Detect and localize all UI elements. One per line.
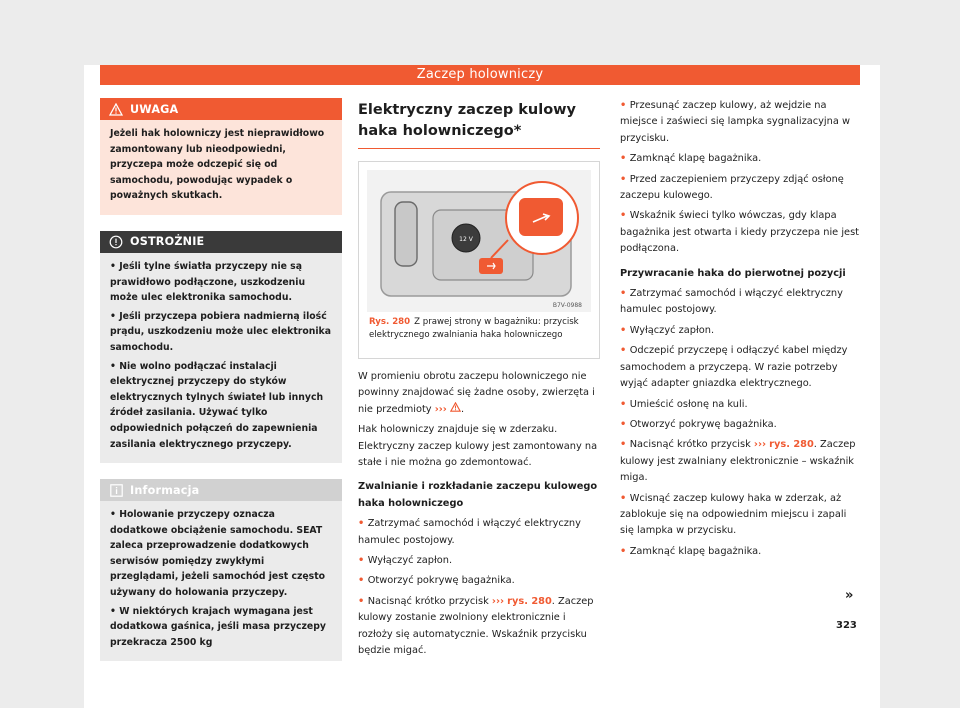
info-box — [100, 479, 342, 661]
caution-header — [100, 231, 342, 253]
page-number: 323 — [836, 620, 857, 631]
release-continued — [620, 98, 862, 258]
release-item: • Otworzyć pokrywę bagażnika. — [358, 573, 600, 589]
return-item: • Wyłączyć zapłon. — [620, 323, 862, 339]
figure-ref: Rys. 280 — [369, 317, 411, 327]
warning-triangle-icon — [108, 101, 124, 117]
continued-marker: » — [845, 588, 854, 603]
info-item: • W niektórych krajach wymagana jest dodatkowa gaśnica, jeśli masa przyczepy przekracza 2500 kg — [110, 604, 332, 651]
figure-caption-text: Z prawej strony w bagażniku: przycisk elektrycznego zwalniania haka holowniczego — [369, 317, 579, 340]
caution-item: • Jeśli tylne światła przyczepy nie są prawidłowo podłączone, uszkodzeniu może ulec elektronika samochodu. — [110, 259, 332, 306]
exclamation-circle-icon — [108, 234, 124, 250]
intro-p1: W promieniu obrotu zaczepu holowniczego nie powinny znajdować się żadne osoby, zwierzęta i nie przedmioty — [358, 371, 595, 415]
release-item: • Zatrzymać samochód i włączyć elektryczny hamulec postojowy. — [358, 516, 600, 549]
column-right — [620, 98, 862, 564]
info-header — [100, 479, 342, 501]
label-12v: 12 V — [459, 236, 473, 243]
return-title: Przywracanie haka do pierwotnej pozycji — [620, 267, 846, 279]
intro-arrows: ››› — [434, 403, 447, 415]
warning-ref-icon — [450, 404, 461, 415]
warning-header — [100, 98, 342, 120]
caution-title: OSTROŻNIE — [130, 235, 205, 249]
warning-title: UWAGA — [130, 102, 179, 116]
warning-box — [100, 98, 342, 215]
column-left — [100, 98, 342, 677]
info-title: Informacja — [130, 483, 200, 497]
release-item: • Wskaźnik świeci tylko wówczas, gdy klapa bagażnika jest otwarta i kiedy przyczepa nie jest podłączona. — [620, 208, 862, 257]
section-title: Elektryczny zaczep kulowy haka holowniczego* — [358, 100, 600, 149]
release-item-press: • Nacisnąć krótko przycisk ››› rys. 280. Zaczep kulowy zostanie zwolniony elektronicznie i rozłoży się automatycznie. Wskaźnik przycisku będzie migać. — [358, 594, 600, 660]
return-list — [620, 286, 862, 560]
fig-link[interactable]: rys. 280 — [769, 439, 814, 451]
return-item: • Umieścić osłonę na kuli. — [620, 397, 862, 413]
release-item: • Zamknąć klapę bagażnika. — [620, 151, 862, 167]
release-item: • Wyłączyć zapłon. — [358, 553, 600, 569]
return-item: • Otworzyć pokrywę bagażnika. — [620, 417, 862, 433]
return-item: • Zamknąć klapę bagażnika. — [620, 544, 862, 560]
caution-item: • Jeśli przyczepa pobiera nadmierną ilość prądu, uszkodzeniu może ulec elektronika samochodu. — [110, 309, 332, 356]
column-middle — [358, 98, 600, 664]
return-item: • Odczepić przyczepę i odłączyć kabel między samochodem a przyczepą. W razie potrzeby wyjąć adapter gniazdka elektrycznego. — [620, 343, 862, 392]
figure-code: B7V-0988 — [552, 302, 582, 309]
release-list — [358, 516, 600, 659]
intro-text: W promieniu obrotu zaczepu holowniczego nie powinny znajdować się żadne osoby, zwierzęta i nie przedmioty ››› . Hak holowniczy znajduje się w zderzaku. Elektryczny zaczep kulowy jest zamontowany na stałe i nie można go zdemontować. — [358, 369, 600, 471]
figure-280 — [358, 161, 600, 359]
page-header: Zaczep holowniczy — [100, 65, 860, 85]
caution-item: • Nie wolno podłączać instalacji elektrycznej przyczepy do styków elektrycznych tylnych świateł lub innych źródeł zasilania. Używać tylko odpowiednich połączeń do zapewnienia zasilania elektrycznego przyczepy. — [110, 359, 332, 453]
fig-link[interactable]: rys. 280 — [507, 595, 552, 607]
intro-p2: Hak holowniczy znajduje się w zderzaku. Elektryczny zaczep kulowy jest zamontowany na stałe i nie można go zdemontować. — [358, 424, 598, 469]
return-item: • Zatrzymać samochód i włączyć elektryczny hamulec postojowy. — [620, 286, 862, 319]
warning-body — [100, 120, 342, 215]
figure-caption — [369, 316, 593, 341]
release-title: Zwalnianie i rozkładanie zaczepu kulowego haka holowniczego — [358, 481, 598, 509]
warning-text: Jeżeli hak holowniczy jest nieprawidłowo zamontowany lub nieodpowiedni, przyczepa może odczepić się od samochodu, powodując wypadek o poważnych skutkach. — [110, 128, 325, 202]
return-item-press: • Nacisnąć krótko przycisk ››› rys. 280. Zaczep kulowy jest zwalniany elektronicznie – wskaźnik miga. — [620, 437, 862, 486]
info-item: • Holowanie przyczepy oznacza dodatkowe obciążenie samochodu. SEAT zaleca przeprowadzenie dodatkowych serwisów pomiędzy zwykłymi przeglądami, jeżeli samochód jest często używany do holowania przyczepy. — [110, 507, 332, 601]
trunk-button-illustration — [367, 170, 591, 312]
info-body — [100, 501, 342, 661]
return-item: • Wcisnąć zaczep kulowy haka w zderzak, aż zablokuje się na odpowiednim miejscu i zapali się lampka w przycisku. — [620, 491, 862, 540]
info-icon — [108, 482, 124, 498]
release-item: • Przesunąć zaczep kulowy, aż wejdzie na miejsce i zaświeci się lampka sygnalizacyjna w przycisku. — [620, 98, 862, 147]
release-item: • Przed zaczepieniem przyczepy zdjąć osłonę zaczepu kulowego. — [620, 172, 862, 205]
caution-box — [100, 231, 342, 463]
caution-body — [100, 253, 342, 463]
